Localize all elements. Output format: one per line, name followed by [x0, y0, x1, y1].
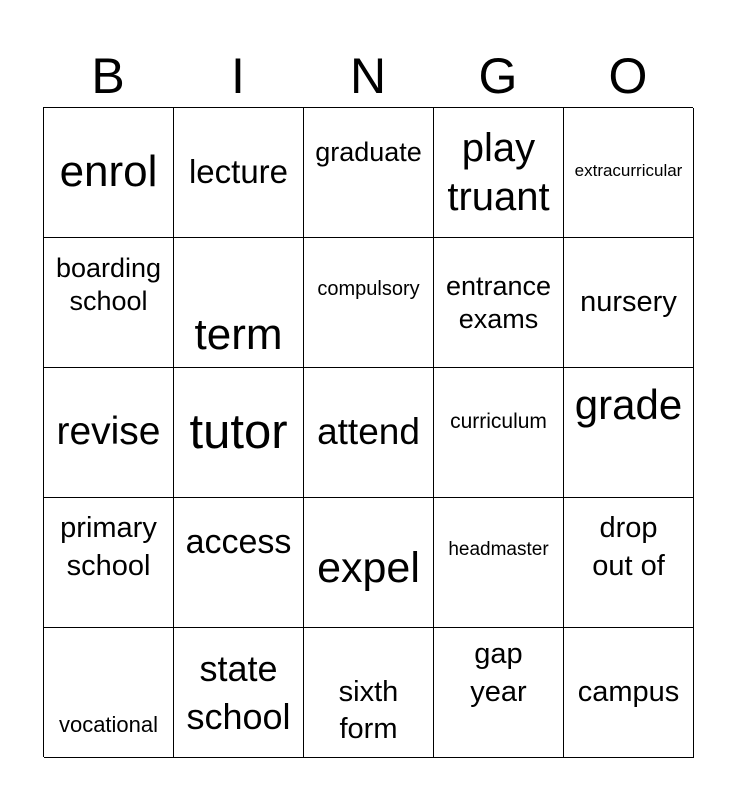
cell-word: gap year	[470, 638, 527, 708]
bingo-cell[interactable]	[174, 368, 304, 498]
bingo-cell[interactable]	[434, 238, 564, 368]
cell-word: nursery	[580, 285, 677, 318]
cell-word: term	[194, 309, 283, 359]
cell-word: compulsory	[317, 278, 420, 300]
bingo-cell[interactable]	[44, 108, 174, 238]
bingo-cell[interactable]	[44, 368, 174, 498]
cell-word: drop out of	[592, 512, 665, 582]
cell-word: access	[185, 523, 292, 561]
bingo-row-4	[44, 498, 693, 628]
bingo-cell[interactable]	[44, 238, 174, 368]
header-letter-b: B	[91, 48, 125, 104]
bingo-cell[interactable]	[304, 628, 434, 758]
bingo-cell[interactable]	[434, 498, 564, 628]
bingo-card-grid	[43, 107, 693, 757]
bingo-row-2	[44, 238, 693, 368]
header-letter-n: N	[349, 48, 387, 104]
cell-word: graduate	[315, 137, 422, 167]
cell-word: expel	[317, 543, 420, 592]
cell-word: state school	[186, 647, 291, 737]
bingo-cell[interactable]	[174, 238, 304, 368]
cell-word: lecture	[188, 153, 289, 191]
cell-word: boarding school	[55, 253, 162, 316]
bingo-cell[interactable]	[44, 498, 174, 628]
cell-word: attend	[317, 411, 420, 453]
bingo-row-1	[44, 108, 693, 238]
bingo-cell[interactable]	[564, 238, 694, 368]
bingo-cell[interactable]	[304, 368, 434, 498]
bingo-cell[interactable]	[564, 498, 694, 628]
cell-word: vocational	[58, 711, 159, 737]
bingo-cell[interactable]	[304, 108, 434, 238]
cell-word: curriculum	[450, 409, 547, 433]
bingo-cell[interactable]	[174, 108, 304, 238]
bingo-cell[interactable]	[564, 108, 694, 238]
header-letter-g: G	[478, 48, 518, 104]
cell-word: grade	[574, 381, 683, 428]
bingo-row-5	[44, 628, 693, 758]
bingo-cell[interactable]	[174, 498, 304, 628]
cell-word: tutor	[189, 404, 288, 459]
cell-word: play truant	[447, 125, 550, 219]
bingo-cell[interactable]	[44, 628, 174, 758]
cell-word: extracurricular	[574, 161, 683, 181]
cell-word: primary school	[60, 512, 157, 582]
bingo-cell[interactable]	[304, 498, 434, 628]
cell-word: enrol	[59, 147, 158, 197]
bingo-cell[interactable]	[304, 238, 434, 368]
bingo-cell[interactable]	[564, 368, 694, 498]
header-letter-o: O	[608, 48, 648, 104]
bingo-cell[interactable]	[434, 108, 564, 238]
bingo-cell[interactable]	[564, 628, 694, 758]
cell-word: sixth form	[338, 675, 399, 746]
cell-word: revise	[56, 410, 161, 454]
bingo-header	[43, 46, 693, 106]
bingo-cell[interactable]	[174, 628, 304, 758]
header-letter-i: I	[231, 48, 245, 104]
cell-word: headmaster	[448, 539, 549, 560]
bingo-cell[interactable]	[434, 368, 564, 498]
bingo-row-3	[44, 368, 693, 498]
cell-word: campus	[577, 675, 680, 708]
cell-word: entrance exams	[445, 270, 552, 334]
bingo-cell[interactable]	[434, 628, 564, 758]
